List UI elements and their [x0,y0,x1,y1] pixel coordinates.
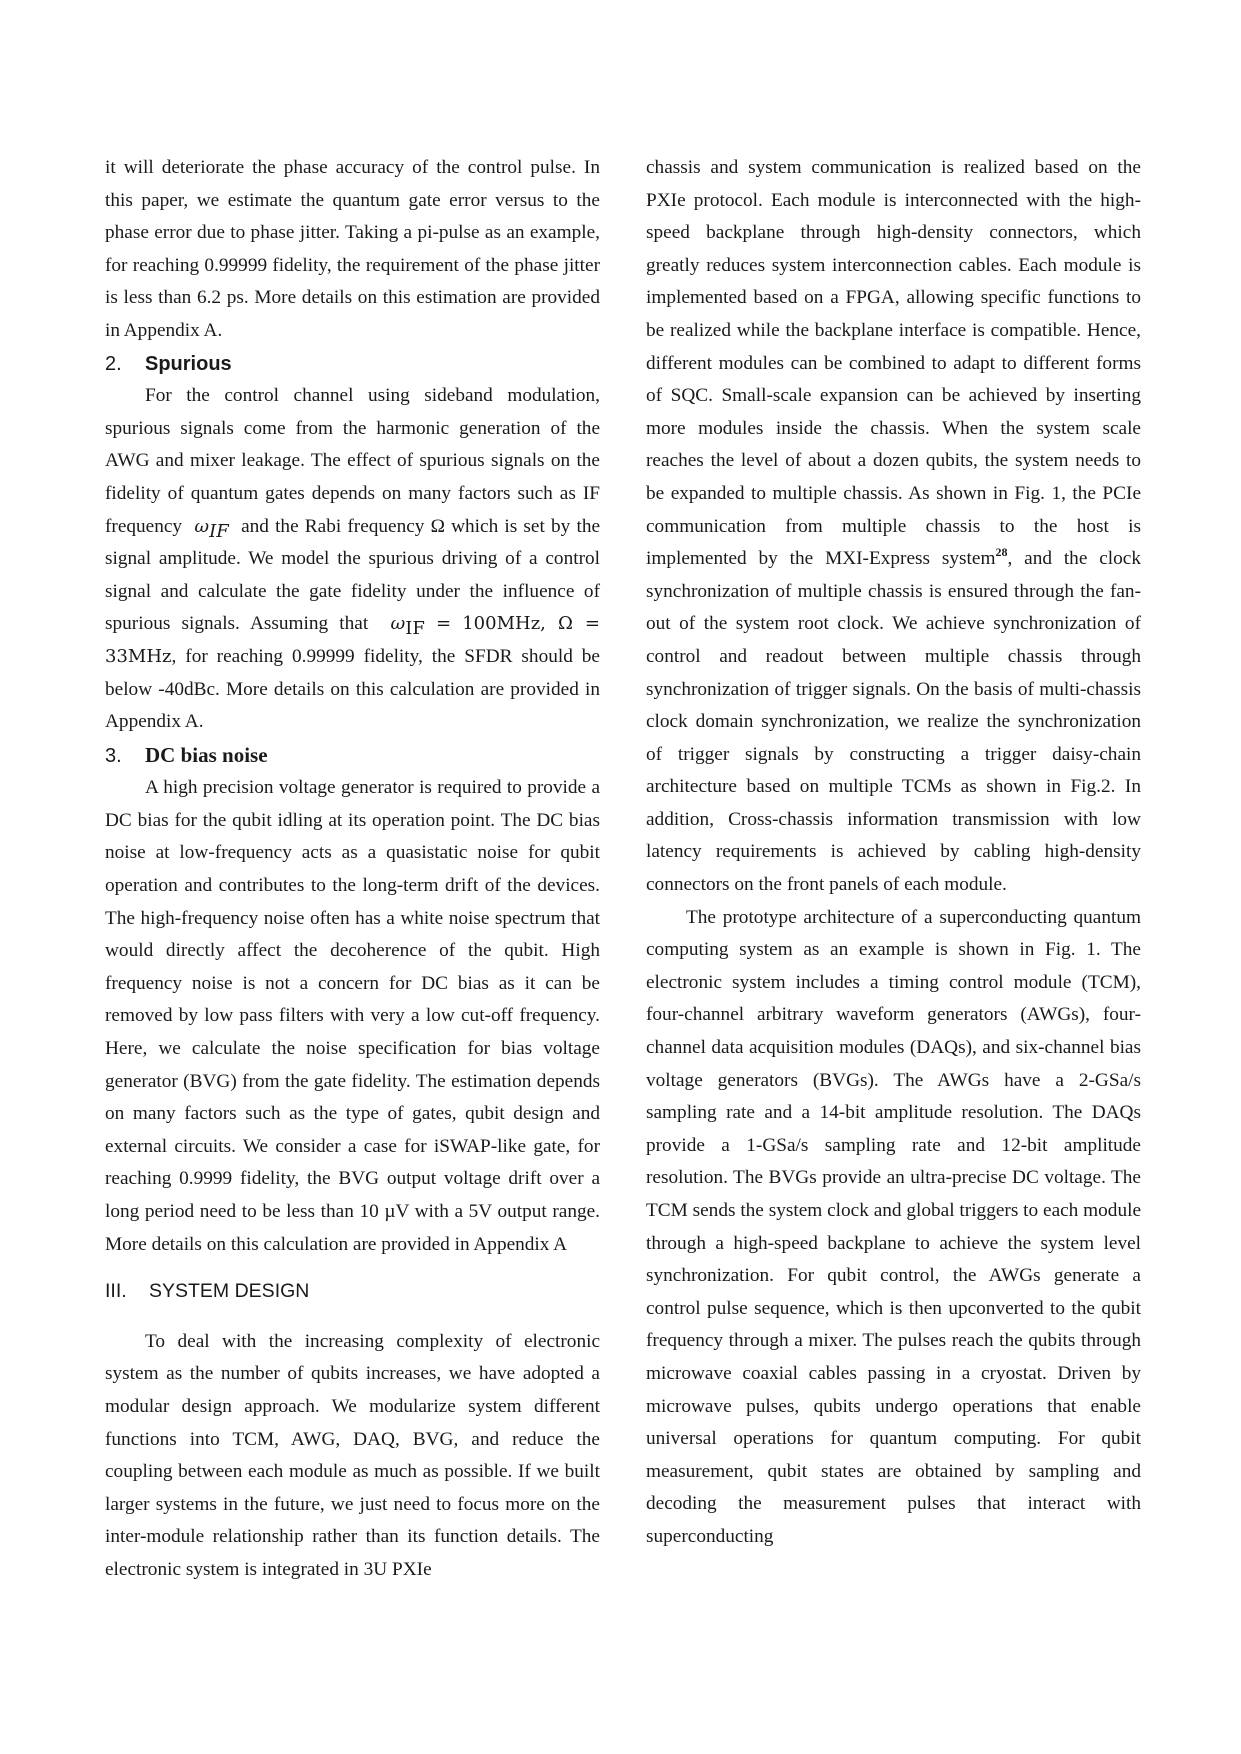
left-column [105,152,600,1587]
paragraph-dc-bias: A high precision voltage generator is required to provide a DC bias for the qubit idling at its operation point. The DC bias noise at low-frequency acts as a quasistatic noise for qubit operation and contributes to the long-term drift of the devices. The high-frequency noise often has a white noise spectrum that would directly affect the decoherence of the qubit. High frequency noise is not a concern for DC bias as it can be removed by low pass filters with very a low cut-off frequency. Here, we calculate the noise specification for bias voltage generator (BVG) from the gate fidelity. The estimation depends on many factors such as the type of gates, qubit design and external circuits. We consider a case for iSWAP-like gate, for reaching 0.9999 fidelity, the BVG output voltage drift over a long period need to be less than 10 µV with a 5V output range. More details on this calculation are provided in Appendix A [105,777,600,1255]
right-column [646,152,1141,1554]
heading-number: 2. [105,352,122,375]
paragraph-phase-jitter-end: it will deteriorate the phase accuracy of the control pulse. In this paper, we estimate the quantum gate error versus to the phase error due to phase jitter. Taking a pi-pulse as an example, for reaching 0.99999 fidelity, the requirement of the phase jitter is less than 6.2 ps. More details on this estimation are provided in Appendix A. [105,157,600,341]
math-omega: ω [194,515,210,537]
text-span: chassis and system communication is realized based on the PXIe protocol. Each module is interconnected with the high-speed backplane through high-density connectors, which greatly reduces system interconnection cables. Each module is implemented based on a FPGA, allowing specific functions to be realized while the backplane interface is compatible. Hence, different modules can be combined to adapt to different forms of SQC. Small-scale expansion can be achieved by inserting more modules inside the chassis. When the system scale reaches the level of about a dozen qubits, the system needs to be expanded to multiple chassis. As shown in Fig. 1, the PCIe communication from multiple chassis to the host is implemented by the MXI-Express system [646,157,1141,570]
text-span: and the Rabi frequency Ω which is set by the signal amplitude. We model the spurious driving of a control signal and calculate the gate fidelity under the influence of spurious signals. Assuming that [105,515,601,635]
math-subscript: IF [405,618,425,640]
citation-ref: 28 [995,545,1008,560]
section-title: SYSTEM DESIGN [149,1280,310,1303]
paragraph-chassis [646,152,1141,902]
heading-title: Spurious [145,352,232,375]
heading-title: DC bias noise [145,742,268,767]
math-values: 100MHz, Ω = 33MHz [105,613,601,667]
math-equals: = [435,613,452,635]
heading-dc-bias-noise [105,739,600,773]
heading-number: 3. [105,744,122,767]
math-subscript: IF [209,520,229,542]
text-span: For the control channel using sideband modulation, spurious signals come from the harmonic generation of the AWG and mixer leakage. The effect of spurious signals on the fidelity of quantum gates depends on many factors such as IF frequency [105,385,600,537]
section-heading-system-design [105,1275,600,1308]
paragraph-prototype-architecture: The prototype architecture of a superconducting quantum computing system as an example is shown in Fig. 1. The electronic system includes a timing control module (TCM), four-channel arbitrary waveform generators (AWGs), four-channel data acquisition modules (DAQs), and six-channel bias voltage generators (BVGs). The AWGs have a 2-GSa/s sampling rate and a 14-bit amplitude resolution. The DAQs provide a 1-GSa/s sampling rate and 12-bit amplitude resolution. The BVGs provide an ultra-precise DC voltage. The TCM sends the system clock and global triggers to each module through a high-speed backplane to achieve the system level synchronization. For qubit control, the AWGs generate a control pulse sequence, which is then upconverted to the qubit frequency through a mixer. The pulses reach the qubits through microwave coaxial cables passing in a cryostat. Driven by microwave pulses, qubits undergo operations that enable universal operations for quantum computing. For qubit measurement, qubit states are obtained by sampling and decoding the measurement pulses that interact with superconducting [646,906,1141,1547]
math-omega: ω [390,613,406,635]
section-number: III. [105,1280,127,1303]
text-span: , for reaching 0.99999 fidelity, the SFDR should be below -40dBc. More details on this calculation are provided in Appendix A. [105,645,600,733]
paragraph-spurious [105,380,600,739]
text-span: , and the clock synchronization of multiple chassis is ensured through the fan-out of the system root clock. We achieve synchronization of control and readout between multiple chassis through synchronization of trigger signals. On the basis of multi-chassis clock domain synchronization, we realize the synchronization of trigger signals by constructing a trigger daisy-chain architecture based on multiple TCMs as shown in Fig.2. In addition, Cross-chassis information transmission with low latency requirements is achieved by cabling high-density connectors on the front panels of each module. [646,548,1141,896]
heading-spurious [105,348,600,381]
paragraph-modular-design: To deal with the increasing complexity of electronic system as the number of qubits increases, we have adopted a modular design approach. We modularize system different functions into TCM, AWG, DAQ, BVG, and reduce the coupling between each module as much as possible. If we built larger systems in the future, we just need to focus more on the inter-module relationship rather than its function details. The electronic system is integrated in 3U PXIe [105,1330,600,1580]
